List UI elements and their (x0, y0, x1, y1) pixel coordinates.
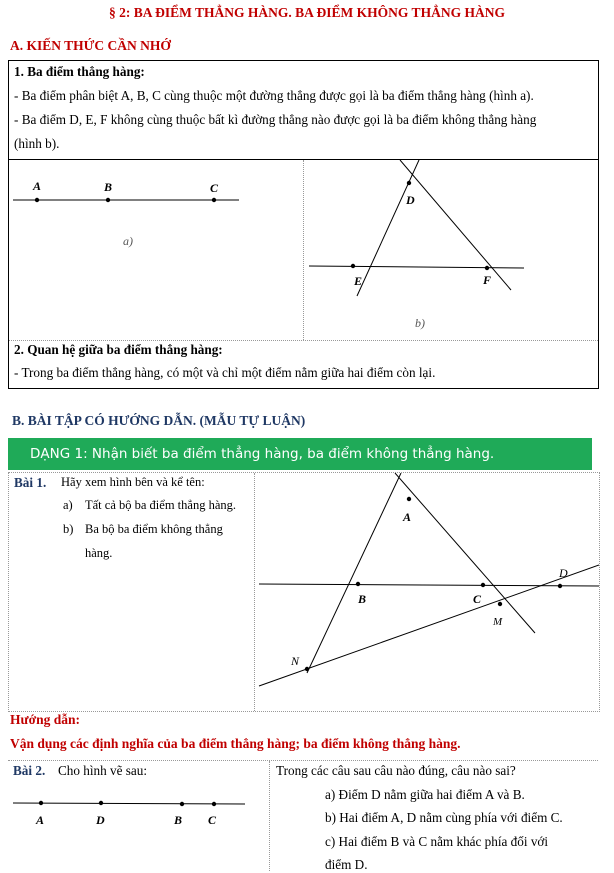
line-ac (395, 473, 535, 633)
huongdan-text: Vận dụng các định nghĩa của ba điểm thẳng hàng; ba điểm không thẳng hàng. (10, 736, 461, 751)
point-b (356, 582, 360, 586)
bai2-figure (8, 787, 268, 837)
line-adbc (13, 803, 245, 804)
item1-line2: - Ba điểm D, E, F không cùng thuộc bất kì đường thẳng nào được gọi là ba điểm không thẳng hàng (14, 112, 537, 127)
item1-title: 1. Ba điểm thẳng hàng: (14, 64, 145, 79)
section-a-heading: A. KIẾN THỨC CẦN NHỚ (10, 38, 171, 53)
label-b: B (174, 813, 183, 827)
bai1-prompt: Hãy xem hình bên và kể tên: (61, 475, 205, 489)
bai1-label: Bài 1. (14, 475, 47, 490)
label-d: D (96, 813, 105, 827)
label-d: D (559, 566, 568, 580)
label-e: E (354, 274, 363, 288)
bai1-box (8, 472, 600, 712)
point-b (180, 802, 184, 806)
knowledge-box (8, 60, 599, 389)
divider (9, 340, 598, 341)
bai1-b2: hàng. (85, 546, 113, 560)
line-nd (259, 565, 599, 686)
label-n: N (291, 654, 300, 668)
point-d (407, 181, 411, 185)
page-title: § 2: BA ĐIỂM THẲNG HÀNG. BA ĐIỂM KHÔNG THẲNG HÀNG (109, 5, 505, 20)
point-f (485, 266, 489, 270)
label-a: A (403, 510, 412, 524)
line-bc (259, 584, 599, 586)
label-b: B (358, 592, 367, 606)
label-c: C (210, 181, 219, 195)
point-c (212, 802, 216, 806)
caption-a: a) (123, 234, 133, 248)
bai2-question: Trong các câu sau câu nào đúng, câu nào sai? (276, 763, 516, 778)
bai1-a-marker: a) (63, 498, 73, 512)
line-de (357, 160, 419, 296)
label-b: B (104, 180, 113, 194)
section-b-heading: B. BÀI TẬP CÓ HƯỚNG DẪN. (MẪU TỰ LUẬN) (12, 413, 306, 428)
bai1-figure (255, 473, 599, 711)
bai2-b: b) Hai điểm A, D nằm cùng phía với điểm C. (325, 810, 563, 825)
label-m: M (493, 616, 503, 628)
label-a: A (33, 179, 42, 193)
point-a (407, 497, 411, 501)
dang1-banner (8, 438, 592, 470)
label-c: C (208, 813, 217, 827)
point-m (498, 602, 502, 606)
item2-line: - Trong ba điểm thẳng hàng, có một và chỉ một điểm nằm giữa hai điểm còn lại. (14, 365, 436, 380)
item2-title: 2. Quan hệ giữa ba điểm thẳng hàng: (14, 342, 223, 357)
bai1-a: Tất cả bộ ba điểm thẳng hàng. (85, 498, 236, 512)
point-n (305, 667, 309, 671)
line-df (400, 160, 511, 290)
item1-line1: - Ba điểm phân biệt A, B, C cùng thuộc một đường thẳng được gọi là ba điểm thẳng hàng (hình a). (14, 88, 534, 103)
huongdan-label: Hướng dẫn: (10, 712, 80, 727)
label-a: A (36, 813, 45, 827)
figure-b (304, 160, 598, 340)
item1-line3: (hình b). (14, 136, 60, 151)
point-a (39, 801, 43, 805)
bai2-prompt: Cho hình vẽ sau: (58, 763, 148, 778)
point-a (35, 198, 39, 202)
label-c: C (473, 592, 482, 606)
bai1-b1: Ba bộ ba điểm không thẳng (85, 522, 223, 536)
figure-a (9, 160, 303, 340)
bai2-label: Bài 2. (13, 763, 46, 778)
point-c (481, 583, 485, 587)
point-b (106, 198, 110, 202)
bai1-b-marker: b) (63, 522, 74, 536)
bai2-a: a) Điểm D nằm giữa hai điểm A và B. (325, 787, 525, 802)
bai2-c1: c) Hai điểm B và C nằm khác phía đối với (325, 834, 549, 849)
bai2-divider (269, 761, 270, 871)
dang1-text: DẠNG 1: Nhận biết ba điểm thẳng hàng, ba điểm không thẳng hàng. (30, 446, 495, 462)
point-d (99, 801, 103, 805)
point-d (558, 584, 562, 588)
label-f: F (483, 273, 492, 287)
caption-b: b) (415, 316, 425, 330)
point-e (351, 264, 355, 268)
label-d: D (406, 193, 415, 207)
bai2-c2: điểm D. (325, 857, 368, 872)
point-c (212, 198, 216, 202)
bai2-box (8, 760, 598, 871)
line-ab (307, 473, 401, 673)
